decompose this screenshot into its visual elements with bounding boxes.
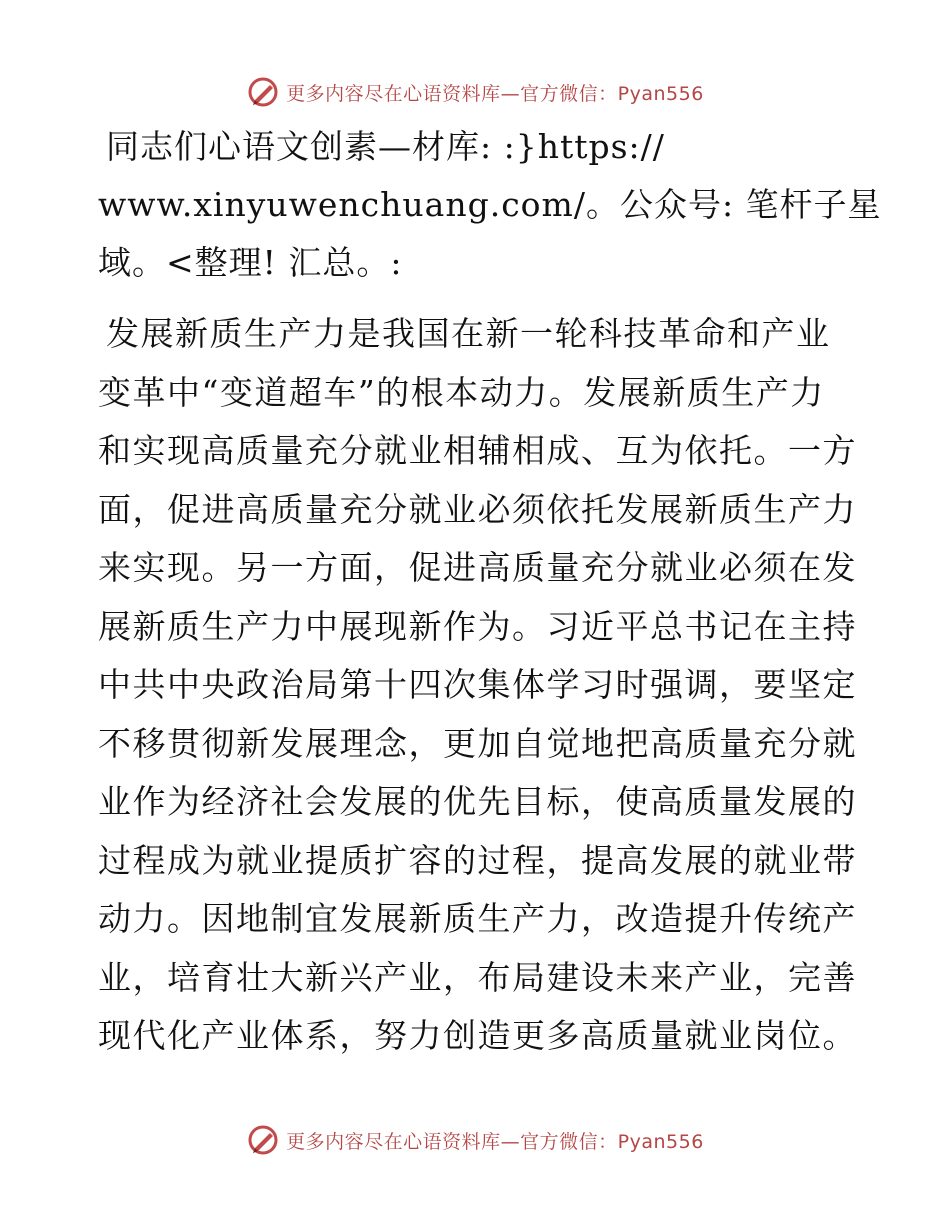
body-line: 中共中央政治局第十四次集体学习时强调，要坚定 [98,665,857,704]
body-line: 变革中“变道超车”的根本动力。发展新质生产力 [98,372,825,412]
header-banner [0,72,950,112]
body-line: 业，培育壮大新兴产业，布局建设未来产业，完善 [98,957,857,997]
body-line: 动力。因地制宜发展新质生产力，改造提升传统产 [98,899,857,938]
footer-banner [0,1120,950,1160]
body-line: 现代化产业体系，努力创造更多高质量就业岗位。 [98,1016,857,1055]
intro-paragraph [98,118,882,292]
pen-logo-icon [246,1123,280,1157]
body-line: 过程成为就业提质扩容的过程，提高发展的就业带 [98,840,857,880]
body-line: 发展新质生产力是我国在新一轮科技革命和产业 [106,314,831,353]
body-line: 展新质生产力中展现新作为。习近平总书记在主持 [98,606,857,646]
body-line: 来实现。另一方面，促进高质量充分就业必须在发 [98,548,857,587]
banner-text: 更多内容尽在心语资料库—官方微信：Pyan556 [286,1130,704,1153]
body-line: 面，促进高质量充分就业必须依托发展新质生产力 [98,489,857,529]
intro-line: 同志们心语文创素—材库: :}https:// [106,127,665,166]
body-line: 业作为经济社会发展的优先目标，使高质量发展的 [98,782,857,821]
body-line: 不移贯彻新发展理念，更加自觉地把高质量充分就 [98,723,857,763]
intro-line: www.xinyuwenchuang.com/。公众号: 笔杆子星 [98,185,882,224]
body-line: 和实现高质量充分就业相辅相成、互为依托。一方 [98,431,857,470]
banner-text: 更多内容尽在心语资料库—官方微信：Pyan556 [286,82,704,105]
pen-logo-icon [246,75,280,109]
body-paragraph [98,305,858,1066]
intro-line: 域。<整理! 汇总。: [98,243,403,282]
